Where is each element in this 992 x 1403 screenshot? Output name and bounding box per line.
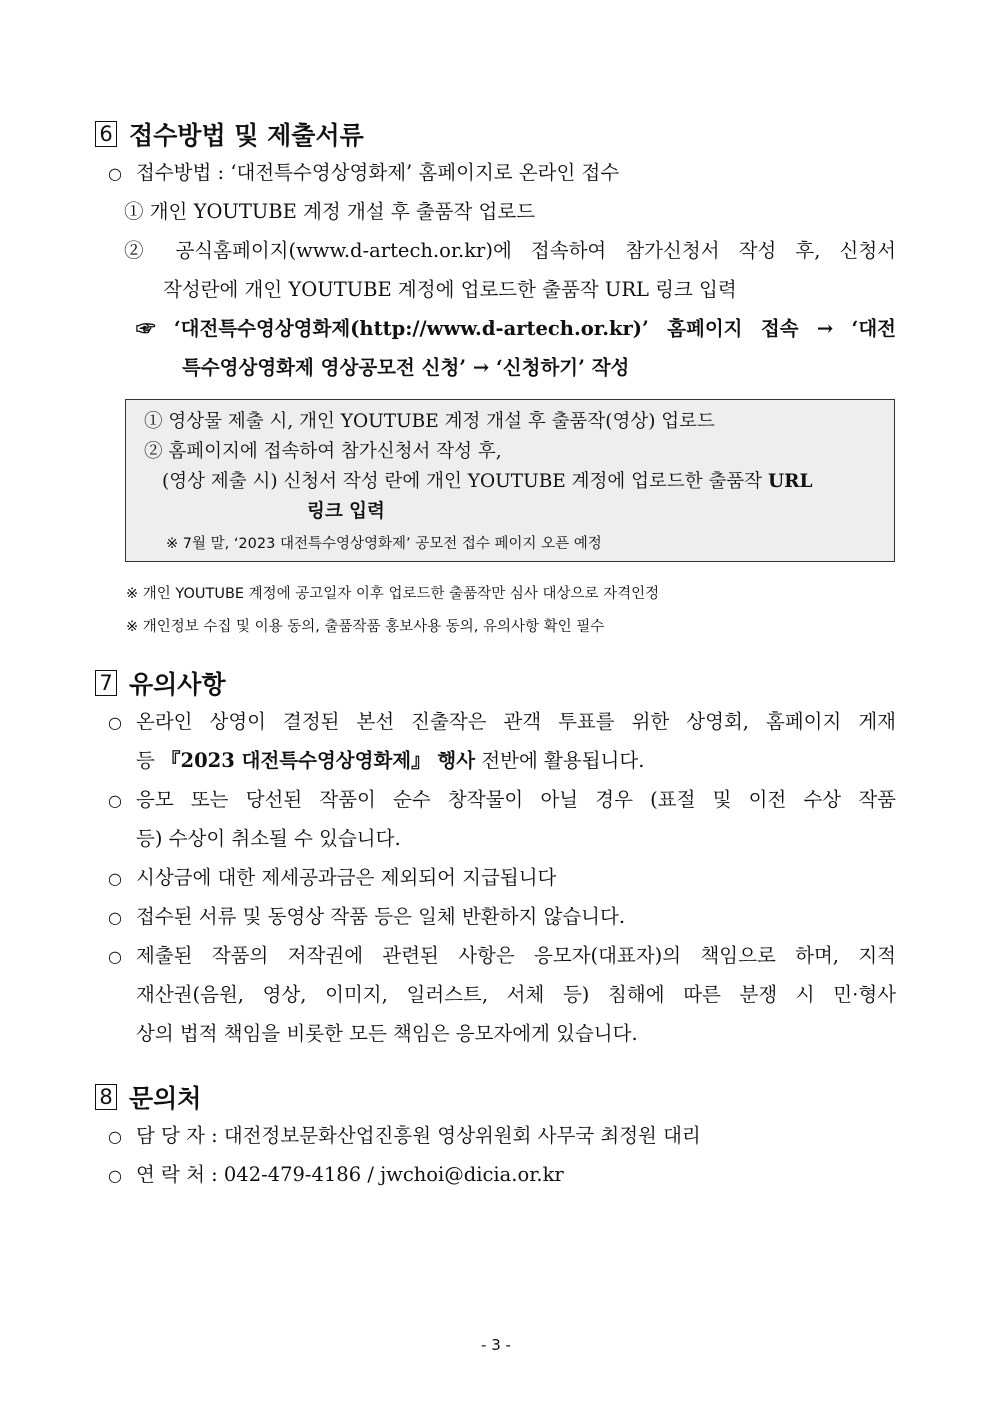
- item4-bullet: ○: [108, 908, 122, 927]
- step2-line1: ② 공식홈페이지(www.d-artech.or.kr)에 접속하여 참가신청서 작성 후, 신청서: [124, 239, 896, 262]
- item5-bullet: ○: [108, 947, 122, 966]
- section8-title: 문의처: [129, 1084, 202, 1113]
- item5-line1: 제출된 작품의 저작권에 관련된 사항은 응모자(대표자)의 책임으로 하며, 지적: [136, 944, 896, 967]
- box-note: ※ 7월 말, ‘2023 대전특수영상영화제’ 공모전 접수 페이지 오픈 예정: [166, 536, 602, 552]
- item1-line2: [136, 748, 644, 774]
- section7-title: 유의사항: [129, 670, 226, 699]
- section6-number: 6: [95, 121, 117, 147]
- step2-line2: 작성란에 개인 YOUTUBE 계정에 업로드한 출품작 URL 링크 입력: [163, 278, 737, 301]
- item1-line2-end: 전반에 활용됩니다.: [481, 749, 645, 772]
- contact-info: 연 락 처 : 042-479-4186 / jwchoi@dicia.or.kr: [136, 1163, 564, 1186]
- box-line2: ② 홈페이지에 접속하여 참가신청서 작성 후,: [144, 441, 502, 462]
- section7-heading: [95, 665, 226, 701]
- section8-heading: [95, 1079, 201, 1115]
- section6-bullet: ○: [108, 164, 122, 183]
- box-line3: [162, 470, 813, 494]
- item1-bullet: ○: [108, 713, 122, 732]
- section7-number: 7: [95, 670, 117, 696]
- note1: ※ 개인 YOUTUBE 계정에 공고일자 이후 업로드한 출품작만 심사 대상으로 자격인정: [126, 586, 660, 602]
- item3: 시상금에 대한 제세공과금은 제외되어 지급됩니다: [136, 866, 557, 889]
- box-line1: ① 영상물 제출 시, 개인 YOUTUBE 계정 개설 후 출품작(영상) 업로드: [144, 411, 715, 432]
- pointer-line2: 특수영상영화제 영상공모전 신청’ → ‘신청하기’ 작성: [182, 356, 630, 379]
- contact-person: 담 당 자 : 대전정보문화산업진흥원 영상위원회 사무국 최정원 대리: [136, 1124, 701, 1147]
- item1-line1: 온라인 상영이 결정된 본선 진출작은 관객 투표를 위한 상영회, 홈페이지 게재: [136, 710, 896, 733]
- item3-bullet: ○: [108, 869, 122, 888]
- item2-bullet: ○: [108, 791, 122, 810]
- section6-heading: [95, 116, 364, 152]
- item5-line3: 상의 법적 책임을 비롯한 모든 책임은 응모자에게 있습니다.: [136, 1022, 638, 1045]
- item2-line1: 응모 또는 당선된 작품이 순수 창작물이 아닐 경우 (표절 및 이전 수상 작품: [136, 788, 896, 811]
- step1: ① 개인 YOUTUBE 계정 개설 후 출품작 업로드: [124, 200, 536, 223]
- section8-number: 8: [95, 1084, 117, 1110]
- pointer-line1: ☞ ‘대전특수영상영화제(http://www.d-artech.or.kr)’ 홈페이지 접속 → ‘대전: [136, 317, 896, 340]
- item4: 접수된 서류 및 동영상 작품 등은 일체 반환하지 않습니다.: [136, 905, 626, 928]
- contact2-bullet: ○: [108, 1166, 122, 1185]
- item2-line2: 등) 수상이 취소될 수 있습니다.: [136, 827, 401, 850]
- box-line4: 링크 입력: [307, 501, 385, 522]
- contact1-bullet: ○: [108, 1127, 122, 1146]
- page-number: - 3 -: [481, 1336, 511, 1354]
- section6-title: 접수방법 및 제출서류: [129, 121, 364, 150]
- submission-method: 접수방법 : ‘대전특수영상영화제’ 홈페이지로 온라인 접수: [136, 161, 620, 184]
- notice-box: [125, 399, 895, 562]
- item5-line2: 재산권(음원, 영상, 이미지, 일러스트, 서체 등) 침해에 따른 분쟁 시 민·형사: [136, 983, 896, 1006]
- item1-line2-start: 등: [136, 749, 155, 772]
- box-line3-text: (영상 제출 시) 신청서 작성 란에 개인 YOUTUBE 계정에 업로드한 출품작: [162, 471, 763, 492]
- note2: ※ 개인정보 수집 및 이용 동의, 출품작품 홍보사용 동의, 유의사항 확인 필수: [126, 619, 605, 635]
- box-line3-url: URL: [768, 471, 813, 492]
- item1-event-name: 『2023 대전특수영상영화제』 행사: [161, 749, 476, 772]
